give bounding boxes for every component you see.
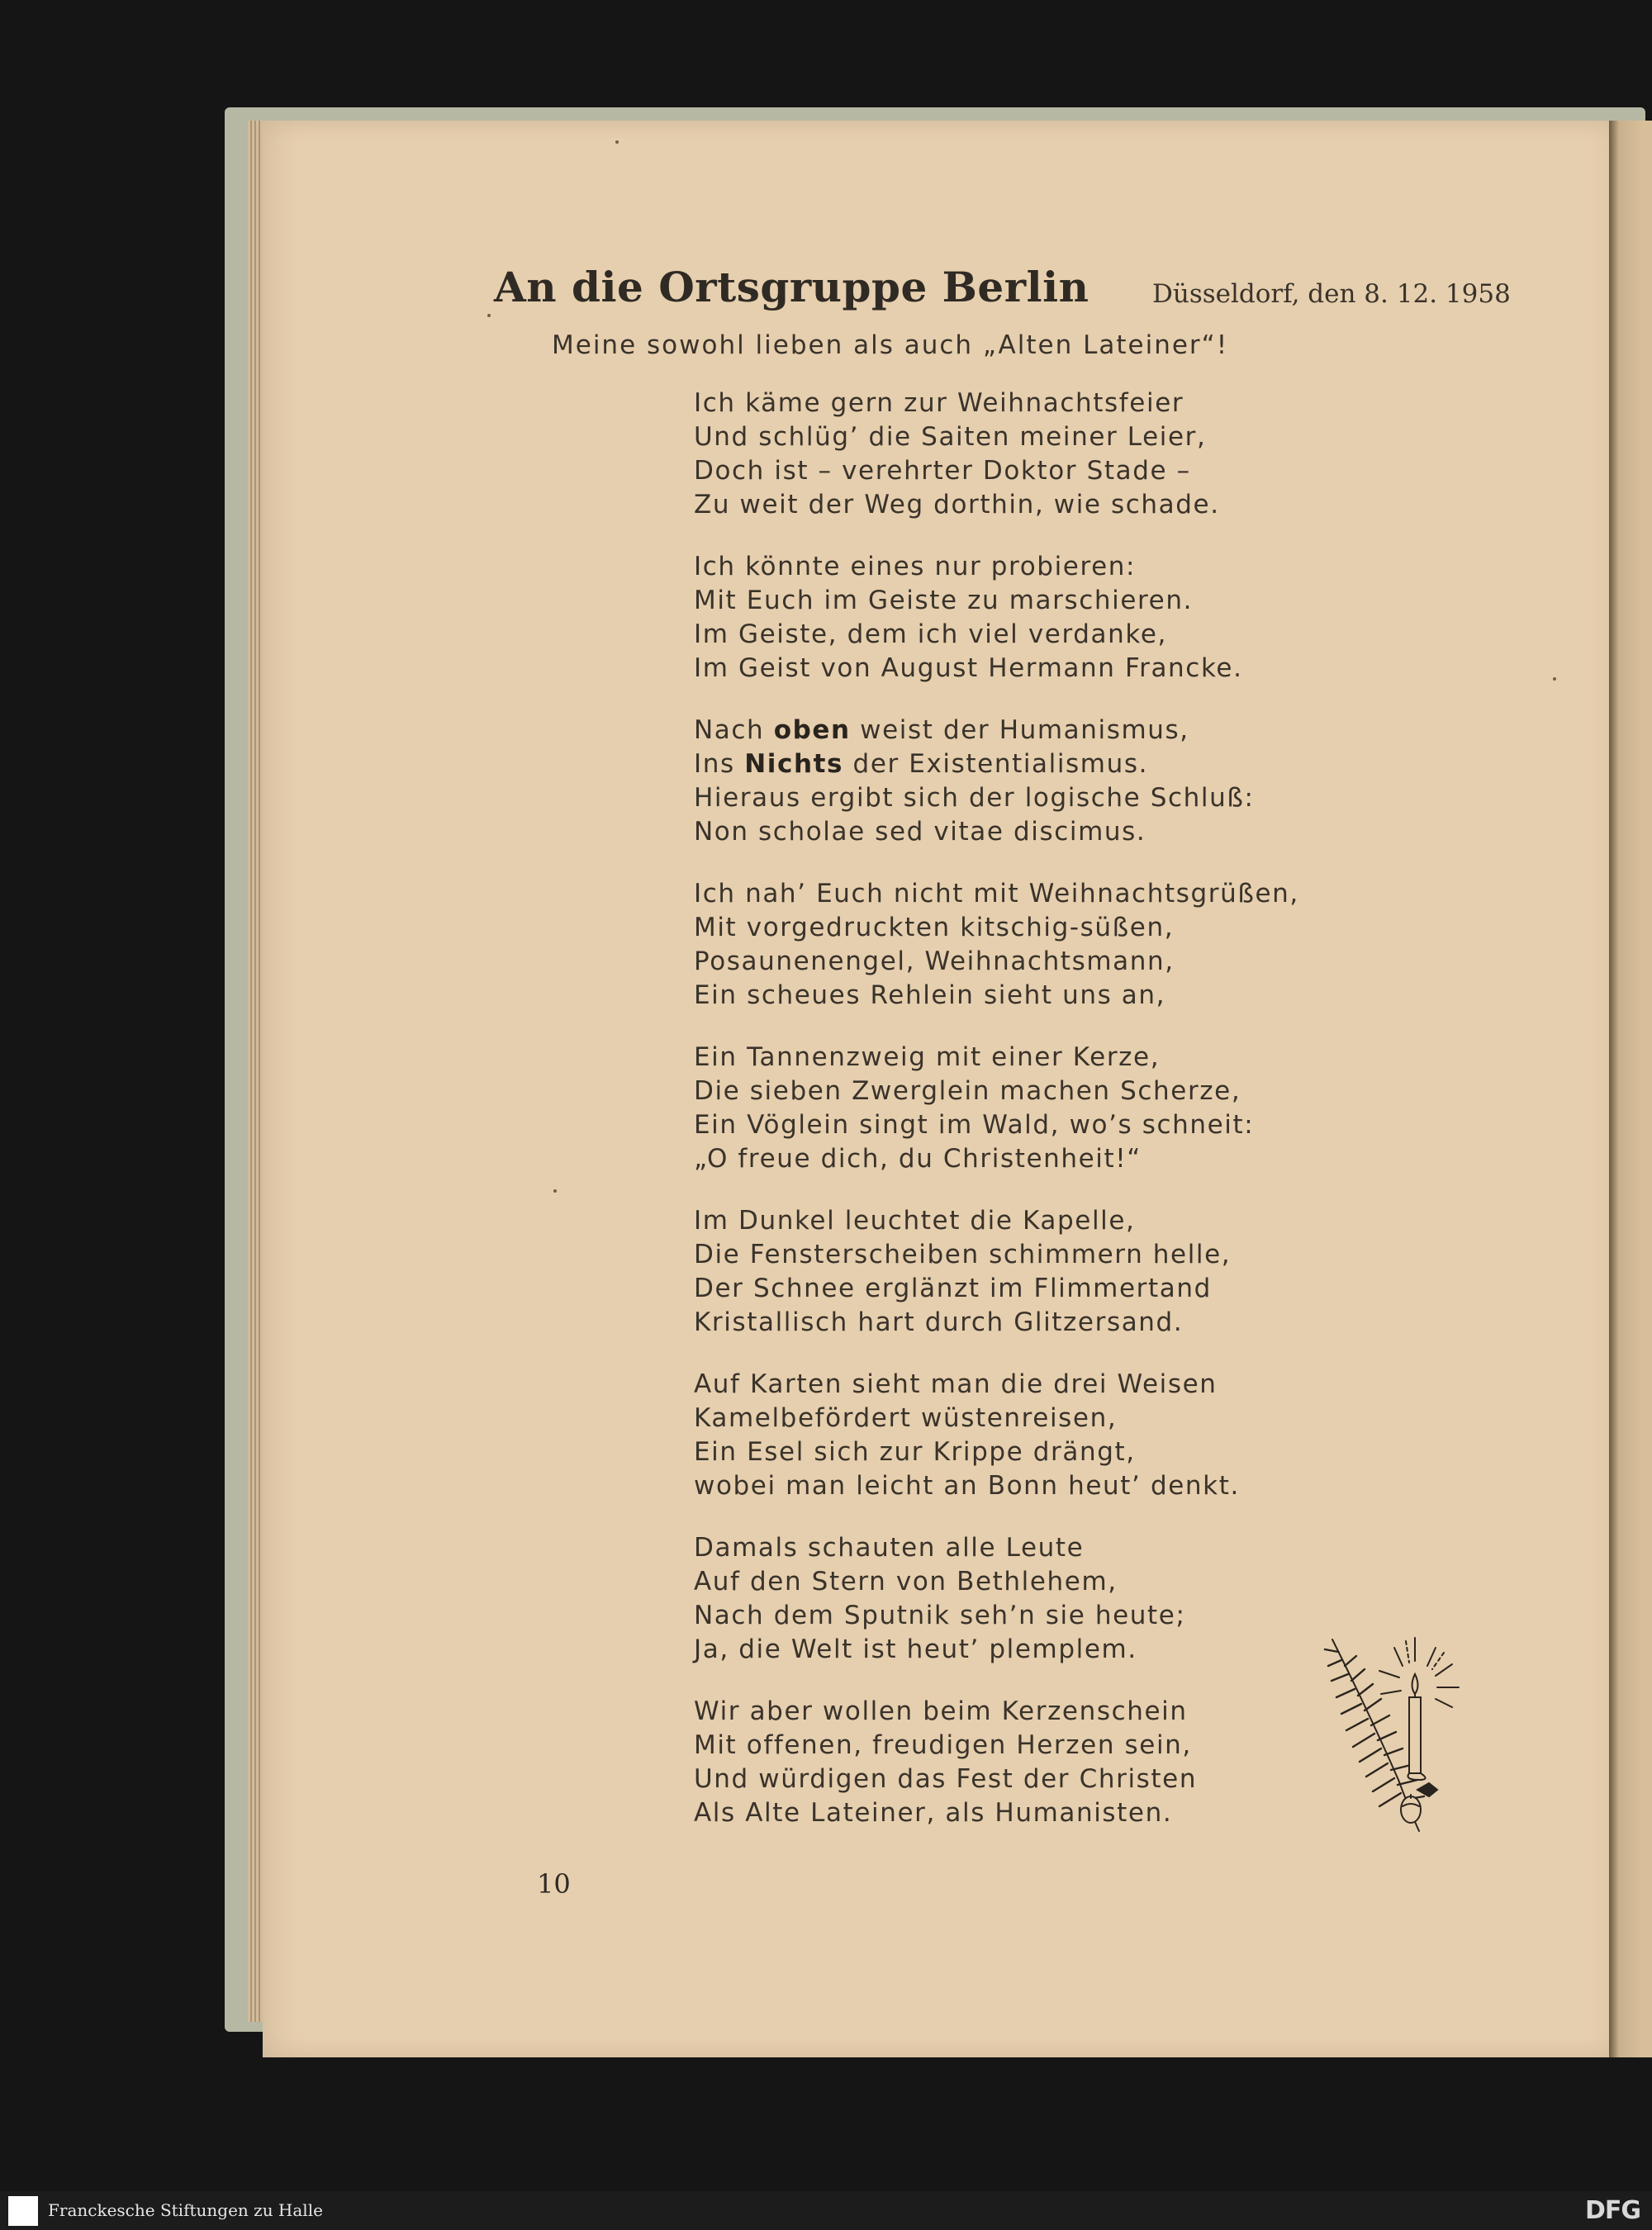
poem-line: Kristallisch hart durch Glitzersand. bbox=[694, 1307, 1184, 1337]
institution-name[interactable]: Franckesche Stiftungen zu Halle bbox=[48, 2200, 323, 2220]
poem-stanza bbox=[694, 877, 1322, 1013]
poem-stanza bbox=[694, 1041, 1322, 1176]
paper-speck bbox=[487, 314, 491, 317]
poem-line: Kamelbefördert wüstenreisen, bbox=[694, 1403, 1118, 1433]
poem-line: „O freue dich, du Christenheit!“ bbox=[694, 1144, 1142, 1174]
poem-stanza bbox=[694, 1368, 1322, 1503]
poem-line: Mit offenen, freudigen Herzen sein, bbox=[694, 1730, 1192, 1760]
poem-line: Posaunenengel, Weihnachtsmann, bbox=[694, 947, 1175, 976]
dfg-logo: DFG bbox=[1584, 2196, 1640, 2225]
poem-line: Im Geiste, dem ich viel verdanke, bbox=[694, 619, 1167, 649]
poem-line: Als Alte Lateiner, als Humanisten. bbox=[694, 1798, 1173, 1828]
poem-line: Der Schnee erglänzt im Flimmertand bbox=[694, 1274, 1212, 1303]
poem-line: Mit vorgedruckten kitschig-süßen, bbox=[694, 913, 1175, 942]
poem-line: Ein Tannenzweig mit einer Kerze, bbox=[694, 1042, 1161, 1072]
poem-stanza bbox=[694, 1531, 1322, 1667]
line-text: der Existentialismus. bbox=[843, 749, 1149, 779]
line-text: Nach bbox=[694, 715, 774, 745]
poem-line: Auf Karten sieht man die drei Weisen bbox=[694, 1369, 1218, 1399]
poem-line: Und schlüg’ die Saiten meiner Leier, bbox=[694, 422, 1207, 452]
poem-line: Zu weit der Weg dorthin, wie schade. bbox=[694, 490, 1220, 520]
paper-speck bbox=[553, 1189, 557, 1193]
poem-line: Nach dem Sputnik seh’n sie heute; bbox=[694, 1601, 1186, 1630]
book-gutter bbox=[1609, 121, 1652, 2057]
poem-line: Damals schauten alle Leute bbox=[694, 1533, 1085, 1563]
line-text: weist der Humanismus, bbox=[850, 715, 1189, 745]
poem-line: Die Fensterscheiben schimmern helle, bbox=[694, 1240, 1232, 1269]
poem-stanza bbox=[694, 1695, 1322, 1830]
poem-line bbox=[694, 714, 1322, 747]
poem-line: Non scholae sed vitae discimus. bbox=[694, 817, 1146, 847]
institution-logo-icon bbox=[8, 2196, 38, 2226]
poem bbox=[694, 387, 1322, 1858]
poem-line: Ein scheues Rehlein sieht uns an, bbox=[694, 980, 1166, 1010]
poem-line: Im Dunkel leuchtet die Kapelle, bbox=[694, 1206, 1136, 1236]
poem-line: wobei man leicht an Bonn heut’ denkt. bbox=[694, 1471, 1240, 1501]
poem-line: Im Geist von August Hermann Francke. bbox=[694, 653, 1243, 683]
paper-speck bbox=[1553, 677, 1556, 681]
letter-title: An die Ortsgruppe Berlin bbox=[494, 263, 1089, 311]
page-number: 10 bbox=[537, 1868, 571, 1900]
poem-line: Wir aber wollen beim Kerzenschein bbox=[694, 1696, 1188, 1726]
poem-line bbox=[694, 747, 1322, 781]
poem-stanza bbox=[694, 387, 1322, 522]
poem-line: Und würdigen das Fest der Christen bbox=[694, 1764, 1198, 1794]
poem-line: Die sieben Zwerglein machen Scherze, bbox=[694, 1076, 1241, 1106]
poem-line: Ich käme gern zur Weihnachtsfeier bbox=[694, 388, 1184, 418]
poem-line: Hieraus ergibt sich der logische Schluß: bbox=[694, 783, 1255, 813]
bold-word: oben bbox=[773, 715, 851, 745]
poem-line: Ich könnte eines nur probieren: bbox=[694, 552, 1137, 581]
poem-line: Doch ist – verehrter Doktor Stade – bbox=[694, 456, 1191, 486]
letter-salutation: Meine sowohl lieben als auch „Alten Lateiner“! bbox=[552, 330, 1229, 360]
poem-line: Ein Vöglein singt im Wald, wo’s schneit: bbox=[694, 1110, 1255, 1140]
poem-line: Mit Euch im Geiste zu marschieren. bbox=[694, 586, 1194, 615]
poem-line: Auf den Stern von Bethlehem, bbox=[694, 1567, 1118, 1597]
poem-line: Ich nah’ Euch nicht mit Weihnachtsgrüßen, bbox=[694, 879, 1299, 909]
bold-word: Nichts bbox=[744, 749, 844, 779]
poem-stanza bbox=[694, 714, 1322, 849]
poem-stanza bbox=[694, 550, 1322, 686]
poem-stanza bbox=[694, 1204, 1322, 1340]
line-text: Ins bbox=[694, 749, 745, 779]
letter-dateline: Düsseldorf, den 8. 12. 1958 bbox=[1152, 279, 1511, 309]
paper-speck bbox=[615, 140, 619, 144]
viewer-footer-bar bbox=[0, 2191, 1652, 2230]
poem-line: Ein Esel sich zur Krippe drängt, bbox=[694, 1437, 1136, 1467]
poem-line: Ja, die Welt ist heut’ plemplem. bbox=[694, 1635, 1137, 1664]
candle-fir-branch-icon bbox=[1320, 1615, 1485, 1838]
